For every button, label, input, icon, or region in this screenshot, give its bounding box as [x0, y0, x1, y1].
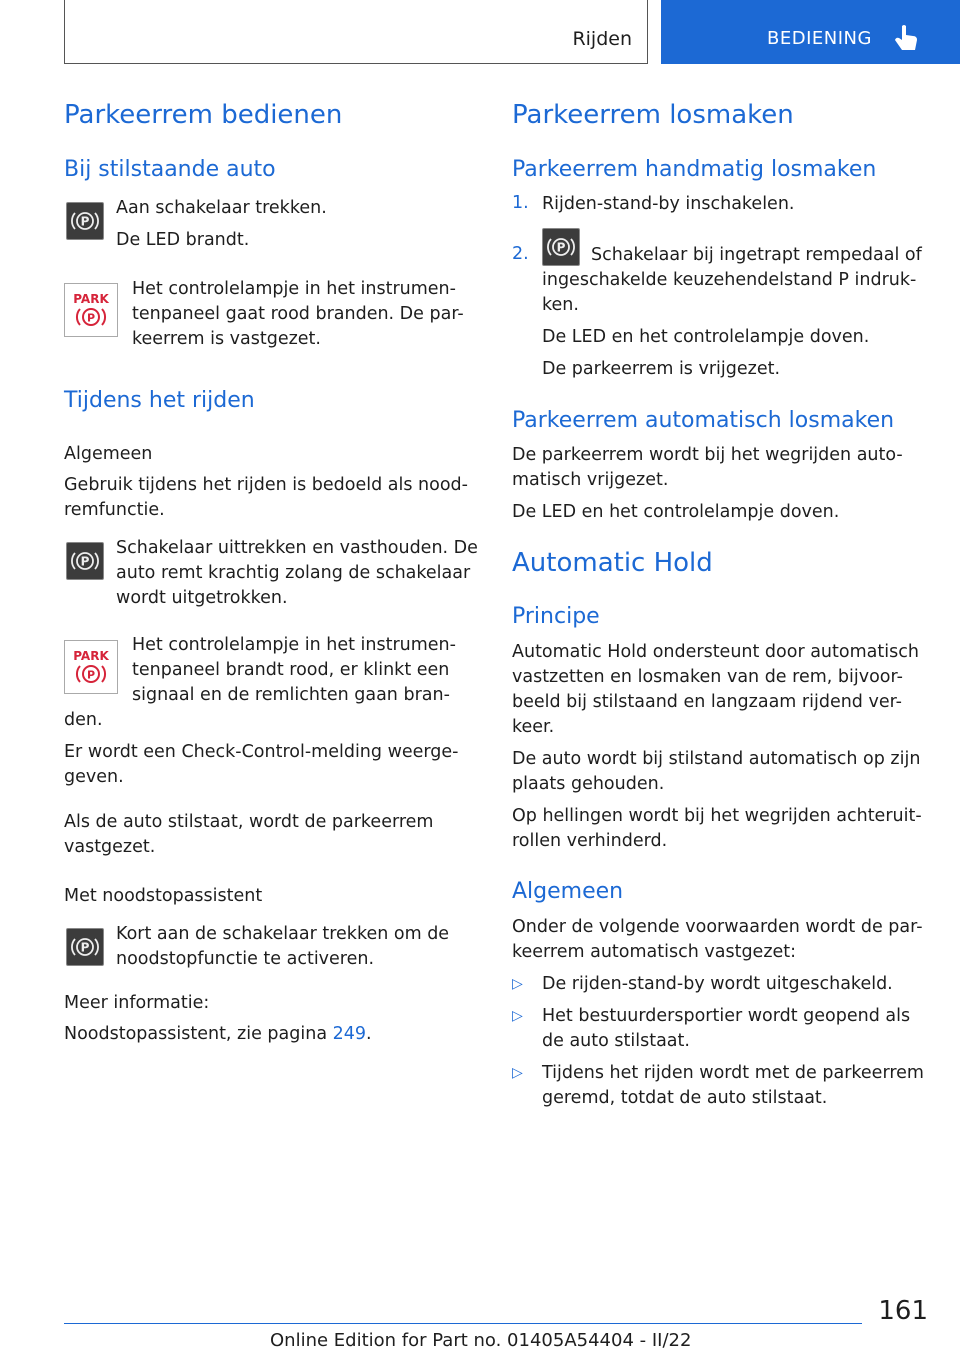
subsection-title-rijden: Tijdens het rijden	[64, 388, 255, 413]
bullet-1-line-1: De rijden-stand-by wordt uitgeschakeld.	[542, 974, 893, 994]
rijden-lamp-line-1: Het controlelampje in het instrumen-	[132, 635, 456, 655]
subsection-title-algemeen: Algemeen	[512, 879, 624, 904]
hold-p1-line-3: beeld bij stilstaand en langzaam rijdend ver-	[512, 692, 902, 712]
auto-p1-line-2: matisch vrijgezet.	[512, 470, 669, 490]
rijden-lamp-line-4: den.	[64, 710, 103, 730]
svg-text:P: P	[80, 940, 90, 955]
rijden-switch-line-2: auto remt krachtig zolang de schakelaar	[116, 563, 471, 583]
svg-text:P: P	[86, 311, 96, 325]
bullet-triangle-icon: ▷	[512, 1008, 523, 1024]
park-warning-lamp-icon	[64, 283, 118, 337]
auto-p2: De LED en het controlelampje doven.	[512, 502, 840, 522]
header-chapter-label: BEDIENING	[767, 28, 872, 49]
step-2-line-1: Schakelaar bij ingetrapt rempedaal of	[591, 245, 922, 265]
step-2-number: 2.	[512, 244, 529, 264]
hold-p1-line-1: Automatic Hold ondersteunt door automatisch	[512, 642, 919, 662]
parking-brake-switch-icon	[66, 542, 104, 580]
bullet-triangle-icon: ▷	[512, 1065, 523, 1081]
svg-text:P: P	[80, 214, 90, 229]
footer-edition: Online Edition for Part no. 01405A54404 - II/22	[270, 1330, 692, 1351]
svg-text:P: P	[86, 668, 96, 682]
bullet-3-line-2: geremd, totdat de auto stilstaat.	[542, 1088, 828, 1108]
stil-lamp-line-2: tenpaneel gaat rood branden. De par-	[132, 304, 464, 324]
rijden-p2-line-1: Er wordt een Check-Control-melding weerge-	[64, 742, 459, 762]
hold-p1-line-2: vastzetten en losmaken van de rem, bijvoor-	[512, 667, 903, 687]
bullet-3-line-1: Tijdens het rijden wordt met de parkeerrem	[542, 1063, 924, 1083]
header-chapter-tab[interactable]	[661, 0, 960, 64]
subsection-title-handmatig: Parkeerrem handmatig losmaken	[512, 157, 877, 182]
rijden-p2-line-2: geven.	[64, 767, 124, 787]
nood-p1: Meer informatie:	[64, 993, 210, 1013]
step-2-p1: De LED en het controlelampje doven.	[542, 327, 870, 347]
rijden-p3-line-2: vastgezet.	[64, 837, 156, 857]
hold-p2-line-2: plaats gehouden.	[512, 774, 665, 794]
svg-text:P: P	[80, 554, 90, 569]
auto-p1-line-1: De parkeerrem wordt bij het wegrijden auto-	[512, 445, 903, 465]
nood-p2: Noodstopassistent, zie pagina 249.	[64, 1024, 372, 1044]
rijden-lamp-line-2: tenpaneel brandt rood, er klinkt een	[132, 660, 450, 680]
bullet-2-line-2: de auto stilstaat.	[542, 1031, 690, 1051]
step-2-line-2: ingeschakelde keuzehendelstand P indruk-	[542, 270, 917, 290]
subsection-title-stilstaande: Bij stilstaande auto	[64, 157, 276, 182]
section-title-losmaken: Parkeerrem losmaken	[512, 100, 794, 130]
hand-pointer-icon	[893, 24, 921, 54]
subsection-title-automatisch: Parkeerrem automatisch losmaken	[512, 408, 895, 433]
parking-brake-switch-icon	[66, 928, 104, 966]
subsection-title-principe: Principe	[512, 604, 600, 629]
svg-text:P: P	[556, 240, 566, 255]
stil-lamp-line-1: Het controlelampje in het instrumen-	[132, 279, 456, 299]
rijden-lamp-line-3: signaal en de remlichten gaan bran-	[132, 685, 450, 705]
rijden-p1-line-2: remfunctie.	[64, 500, 165, 520]
section-title-automatic-hold: Automatic Hold	[512, 548, 713, 578]
rijden-p3-line-1: Als de auto stilstaat, wordt de parkeerrem	[64, 812, 434, 832]
page-number: 161	[878, 1296, 928, 1326]
step-2-p2: De parkeerrem is vrijgezet.	[542, 359, 781, 379]
rijden-switch-line-1: Schakelaar uittrekken en vasthouden. De	[116, 538, 478, 558]
footer-divider	[64, 1323, 862, 1324]
stil-switch-line-2: De LED brandt.	[116, 230, 250, 250]
page-link-249[interactable]: 249	[332, 1024, 367, 1044]
park-warning-lamp-icon	[64, 640, 118, 694]
rijden-switch-line-3: wordt uitgetrokken.	[116, 588, 288, 608]
rijden-algemeen-heading: Algemeen	[64, 444, 153, 464]
step-1-text: Rijden-stand-by inschakelen.	[542, 194, 795, 214]
hold-p2-line-1: De auto wordt bij stilstand automatisch op zijn	[512, 749, 921, 769]
stil-switch-line-1: Aan schakelaar trekken.	[116, 198, 327, 218]
hold-p4-line-1: Onder de volgende voorwaarden wordt de par-	[512, 917, 923, 937]
header-box	[64, 0, 648, 64]
nood-heading: Met noodstopassistent	[64, 886, 263, 906]
hold-p4-line-2: keerrem automatisch vastgezet:	[512, 942, 797, 962]
section-title-parkeerrem-bedienen: Parkeerrem bedienen	[64, 100, 343, 130]
stil-lamp-line-3: keerrem is vastgezet.	[132, 329, 321, 349]
header-section: Rijden	[572, 28, 632, 50]
svg-text:PARK: PARK	[73, 292, 109, 306]
step-1-number: 1.	[512, 193, 529, 213]
bullet-triangle-icon: ▷	[512, 976, 523, 992]
rijden-p1-line-1: Gebruik tijdens het rijden is bedoeld als nood-	[64, 475, 468, 495]
bullet-2-line-1: Het bestuurdersportier wordt geopend als	[542, 1006, 911, 1026]
parking-brake-switch-icon	[66, 202, 104, 240]
hold-p3-line-2: rollen verhinderd.	[512, 831, 668, 851]
hold-p1-line-4: keer.	[512, 717, 555, 737]
nood-switch-line-1: Kort aan de schakelaar trekken om de	[116, 924, 450, 944]
parking-brake-switch-icon	[542, 228, 580, 266]
svg-text:PARK: PARK	[73, 649, 109, 663]
nood-switch-line-2: noodstopfunctie te activeren.	[116, 949, 375, 969]
step-2-line-3: ken.	[542, 295, 579, 315]
hold-p3-line-1: Op hellingen wordt bij het wegrijden achteruit-	[512, 806, 922, 826]
